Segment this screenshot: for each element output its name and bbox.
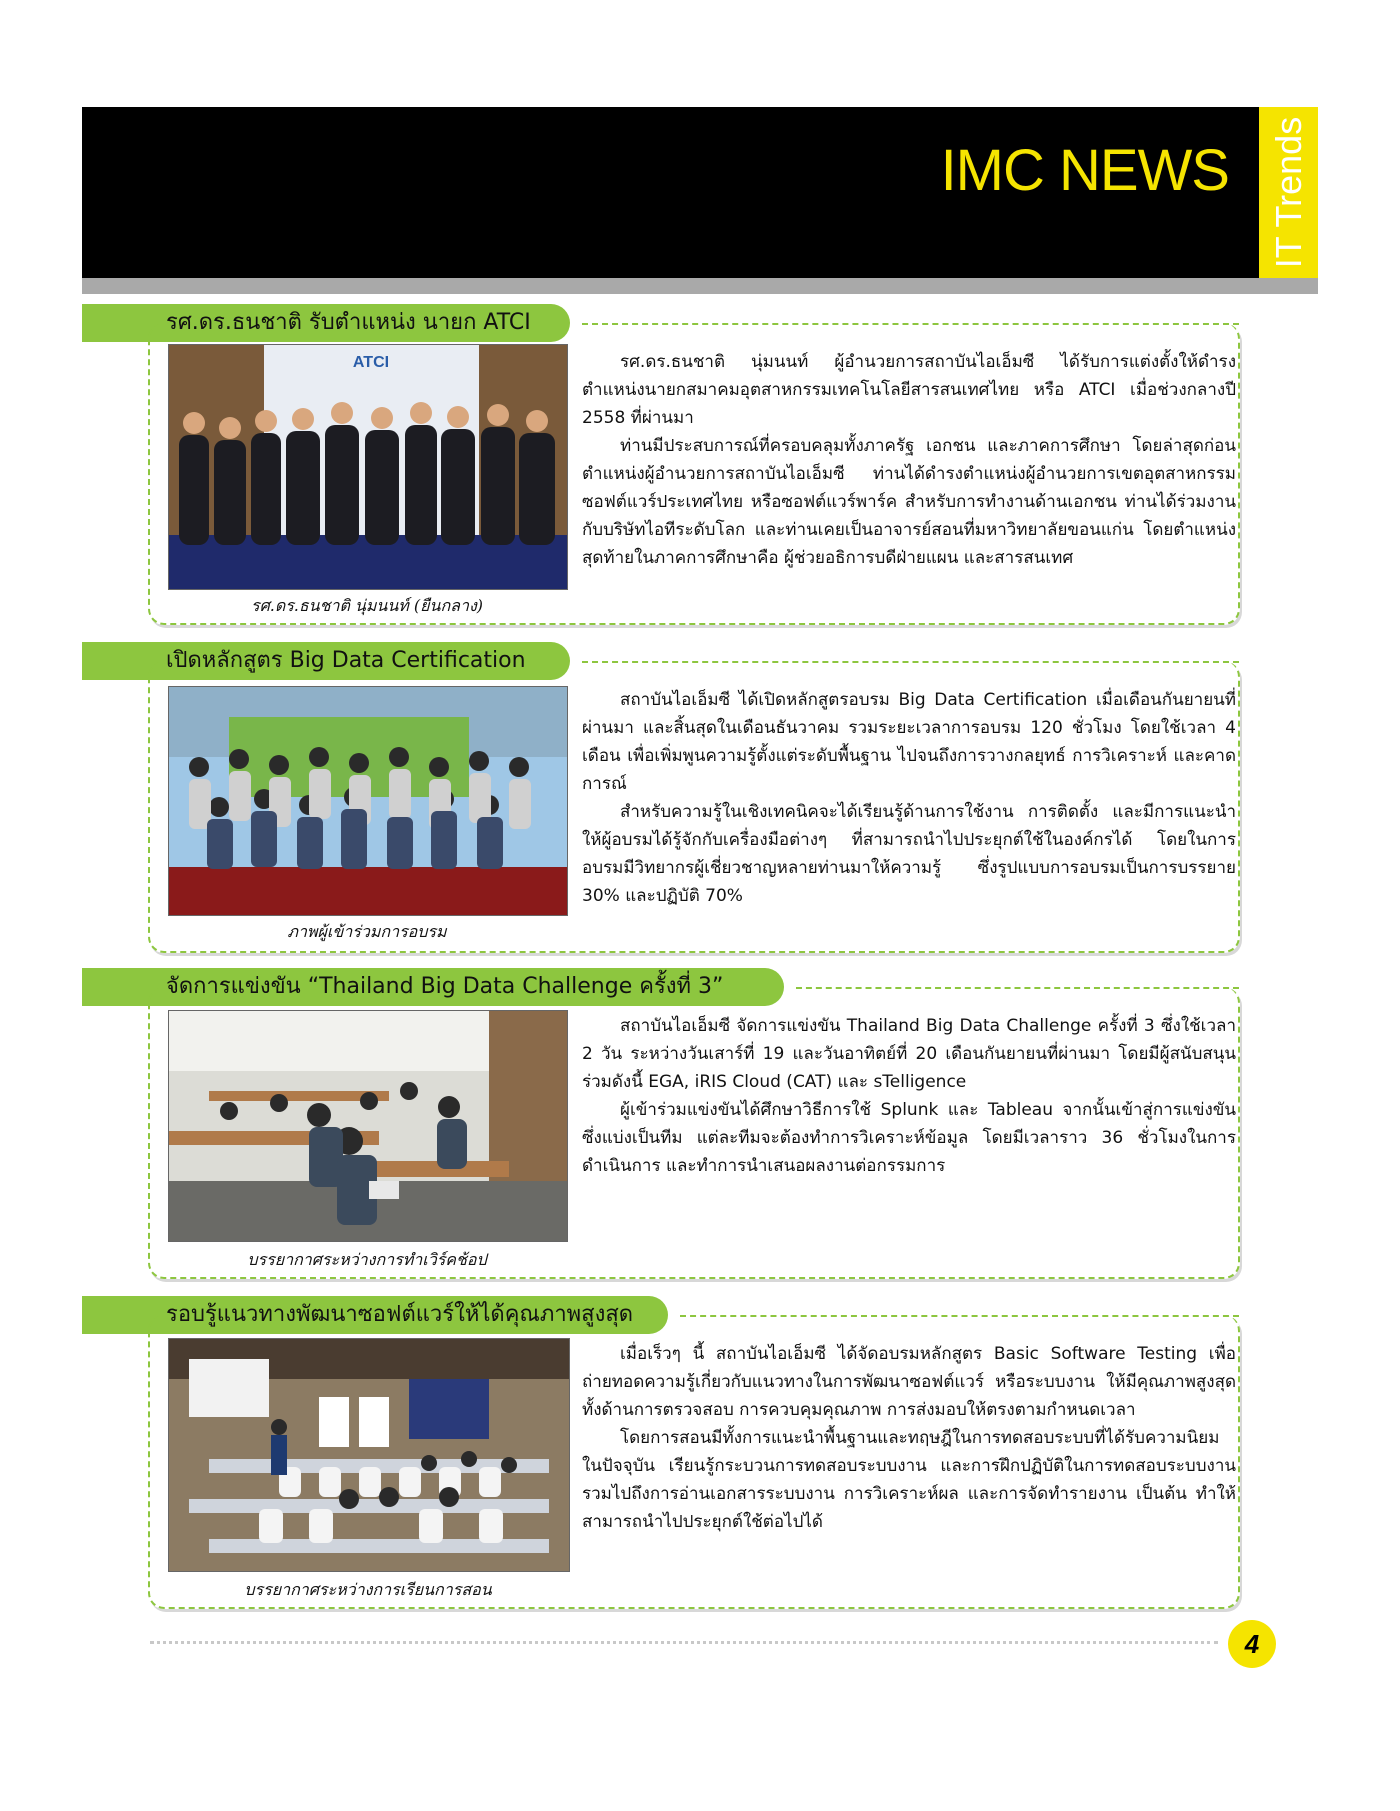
photo-atci-group xyxy=(168,344,568,590)
section-atci xyxy=(82,304,1258,634)
paragraph: เมื่อเร็วๆ นี้ สถาบันไอเอ็มซี ได้จัดอบรมหลักสูตร Basic Software Testing เพื่อถ่ายทอดความรู้เกี่ยวกับแนวทางในการพัฒนาซอฟต์แวร์ หรือระบบงาน ให้มีคุณภาพสูงสุด ทั้งด้านการตรวจสอบ การควบคุมคุณภาพ การส่งมอบให้ตรงตามกำหนดเวลา xyxy=(582,1344,1236,1420)
section-big-data-certification xyxy=(82,642,1258,964)
paragraph: โดยการสอนมีทั้งการแนะนำพื้นฐานและทฤษฎีในการทดสอบระบบที่ได้รับความนิยมในปัจจุบัน เรียนรู้กระบวนการทดสอบระบบงาน และการฝึกปฏิบัติในการทดสอบระบบงาน รวมไปถึงการอ่านเอกสารระบบงาน การวิเคราะห์ผล และการจัดทำรายงาน เป็นต้น ทำให้สามารถนำไปประยุกต์ใช้ต่อไปได้ xyxy=(582,1428,1236,1532)
section-title: จัดการแข่งขัน “Thailand Big Data Challenge ครั้งที่ 3” xyxy=(166,974,724,999)
header-banner xyxy=(82,107,1259,278)
photo-workshop xyxy=(168,1010,568,1242)
page-title: IMC NEWS xyxy=(940,138,1229,203)
paragraph: สำหรับความรู้ในเชิงเทคนิคจะได้เรียนรู้ด้านการใช้งาน การติดตั้ง และมีการแนะนำให้ผู้อบรมได้รู้จักกับเครื่องมือต่างๆ ที่สามารถนำไปประยุกต์ใช้ในองค์กรได้ โดยในการอบรมมีวิทยากรผู้เชี่ยวชาญหลายท่านมาให้ความรู้ ซึ่งรูปแบบการอบรมเป็นการบรรยาย 30% และปฏิบัติ 70% xyxy=(582,802,1236,906)
photo-training-participants xyxy=(168,686,568,916)
section-title: เปิดหลักสูตร Big Data Certification xyxy=(166,648,526,673)
paragraph: รศ.ดร.ธนชาติ นุ่มนนท์ ผู้อำนวยการสถาบันไอเอ็มซี ได้รับการแต่งตั้งให้ดำรงตำแหน่งนายกสมาคมอุตสาหกรรมเทคโนโลยีสารสนเทศไทย หรือ ATCI เมื่อช่วงกลางปี 2558 ที่ผ่านมา xyxy=(582,352,1236,428)
photo-caption: รศ.ดร.ธนชาติ นุ่มนนท์ (ยืนกลาง) xyxy=(250,596,483,615)
section-body xyxy=(582,686,1236,910)
section-title: รอบรู้แนวทางพัฒนาซอฟต์แวร์ให้ได้คุณภาพสูงสุด xyxy=(166,1302,634,1327)
section-big-data-challenge xyxy=(82,968,1258,1284)
section-body xyxy=(582,348,1236,572)
section-title: รศ.ดร.ธนชาติ รับตำแหน่ง นายก ATCI xyxy=(166,310,531,335)
paragraph: สถาบันไอเอ็มซี ได้เปิดหลักสูตรอบรม Big Data Certification เมื่อเดือนกันยายนที่ผ่านมา และสิ้นสุดในเดือนธันวาคม รวมระยะเวลาการอบรม 120 ชั่วโมง โดยใช้เวลา 4 เดือน เพื่อเพิ่มพูนความรู้ตั้งแต่ระดับพื้นฐาน ไปจนถึงการวางกลยุทธ์ การวิเคราะห์ และคาดการณ์ xyxy=(582,690,1236,794)
section-body xyxy=(582,1012,1236,1180)
side-tab xyxy=(1259,107,1318,278)
photo-banner-text: ATCI xyxy=(352,354,390,371)
page-number: 4 xyxy=(1228,1620,1276,1668)
paragraph: สถาบันไอเอ็มซี จัดการแข่งขัน Thailand Big Data Challenge ครั้งที่ 3 ซึ่งใช้เวลา 2 วัน ระหว่างวันเสาร์ที่ 19 และวันอาทิตย์ที่ 20 เดือนกันยายนที่ผ่านมา โดยมีผู้สนับสนุนร่วมดังนี้ EGA, iRIS Cloud (CAT) และ sTelligence xyxy=(582,1016,1236,1092)
photo-caption: ภาพผู้เข้าร่วมการอบรม xyxy=(287,922,447,941)
side-tab-label: IT Trends xyxy=(1268,116,1309,269)
paragraph: ท่านมีประสบการณ์ที่ครอบคลุมทั้งภาครัฐ เอกชน และภาคการศึกษา โดยล่าสุดก่อนตำแหน่งผู้อำนวยการสถาบันไอเอ็มซี ท่านได้ดำรงตำแหน่งผู้อำนวยการเขตอุตสาหกรรมซอฟต์แวร์ประเทศไทย หรือซอฟต์แวร์พาร์ค สำหรับการทำงานด้านเอกชน ท่านได้ร่วมงานกับบริษัทไอทีระดับโลก และท่านเคยเป็นอาจารย์สอนที่มหาวิทยาลัยขอนแก่น โดยตำแหน่งสุดท้ายในภาคการศึกษาคือ ผู้ช่วยอธิการบดีฝ่ายแผน และสารสนเทศ xyxy=(582,436,1236,568)
photo-caption: บรรยากาศระหว่างการทำเวิร์คช้อป xyxy=(247,1250,487,1269)
footer-divider xyxy=(150,1641,1218,1644)
header-underline xyxy=(82,278,1318,294)
photo-caption: บรรยากาศระหว่างการเรียนการสอน xyxy=(244,1580,492,1599)
section-body xyxy=(582,1340,1236,1536)
section-software-testing xyxy=(82,1296,1258,1618)
photo-classroom xyxy=(168,1338,570,1572)
paragraph: ผู้เข้าร่วมแข่งขันได้ศึกษาวิธีการใช้ Splunk และ Tableau จากนั้นเข้าสู่การแข่งขันซึ่งแบ่งเป็นทีม แต่ละทีมจะต้องทำการวิเคราะห์ข้อมูล โดยมีเวลาราว 36 ชั่วโมงในการดำเนินการ และทำการนำเสนอผลงานต่อกรรมการ xyxy=(582,1100,1236,1176)
